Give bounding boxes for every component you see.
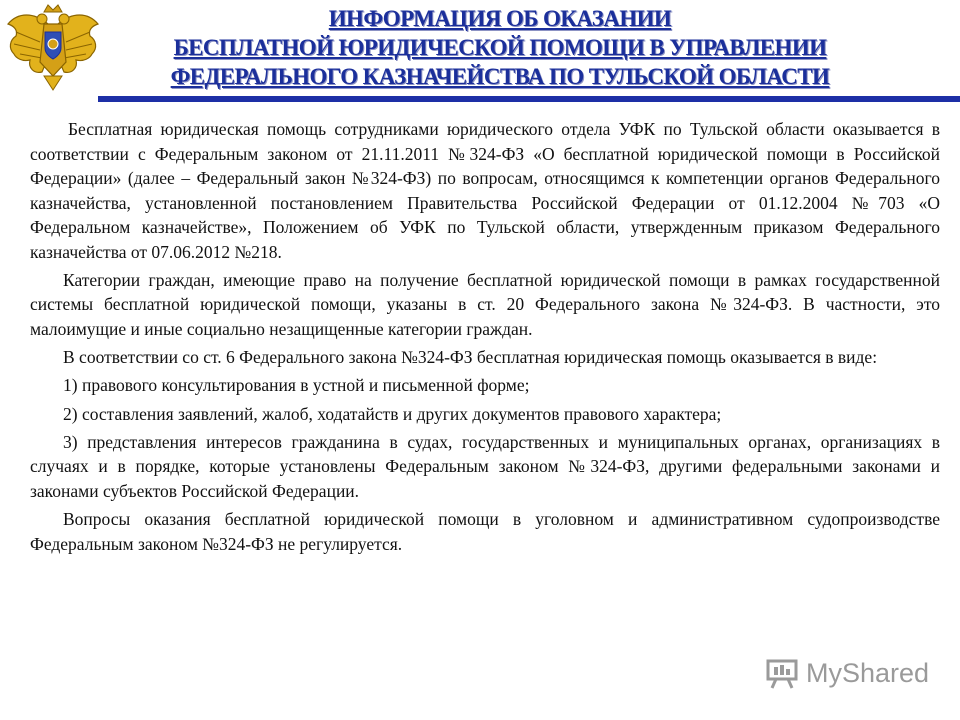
double-headed-eagle-emblem-icon bbox=[4, 2, 102, 98]
document-body bbox=[30, 117, 940, 560]
title-line-3: ФЕДЕРАЛЬНОГО КАЗНАЧЕЙСТВА ПО ТУЛЬСКОЙ ОБЛАСТИ bbox=[170, 64, 830, 89]
presentation-board-icon bbox=[766, 659, 800, 689]
paragraph-eligible-categories: Категории граждан, имеющие право на получение бесплатной юридической помощи в рамках государственной системы бесплатной юридической помощи, указаны в ст. 20 Федерального закона №324-ФЗ. В частности, это малоимущие и иные социально незащищенные категории граждан. bbox=[30, 269, 940, 339]
list-item-documents: 2) составления заявлений, жалоб, ходатайств и других документов правового характера; bbox=[63, 403, 722, 424]
title-line-2: БЕСПЛАТНОЙ ЮРИДИЧЕСКОЙ ПОМОЩИ В УПРАВЛЕНИИ bbox=[173, 35, 827, 60]
page-title bbox=[110, 4, 890, 91]
paragraph-forms-intro: В соответствии со ст. 6 Федерального закона №324-ФЗ бесплатная юридическая помощь оказывается в виде: bbox=[63, 347, 878, 368]
paragraph-legal-basis: Бесплатная юридическая помощь сотрудниками юридического отдела УФК по Тульской области оказывается в соответствии с Федеральным законом от 21.11.2011 №324-ФЗ «О бесплатной юридической помощи в Российской Федерации» (далее – Федеральный закон №324-ФЗ) по вопросам, относящимся к компетенции органов Федерального казначейства, установленной постановлением Правительства Российской Федерации от 01.12.2004 №703 «О Федеральном казначействе», Положением об УФК по Тульской области, утвержденным приказом Федерального казначейства от 07.06.2012 №218. bbox=[30, 119, 940, 262]
list-item-consulting: 1) правового консультирования в устной и письменной форме; bbox=[63, 375, 530, 396]
title-line-1: ИНФОРМАЦИЯ ОБ ОКАЗАНИИ bbox=[328, 6, 672, 31]
watermark-text: MyShared bbox=[806, 658, 930, 688]
list-item-representation: 3) представления интересов гражданина в судах, государственных и муниципальных органах, организациях в случаях и в порядке, которые установлены Федеральным законом №324-ФЗ, другими федеральными законами и законами субъектов Российской Федерации. bbox=[30, 431, 940, 501]
watermark bbox=[766, 656, 930, 690]
paragraph-exclusions: Вопросы оказания бесплатной юридической помощи в уголовном и административном судопроизводстве Федеральным законом №324-ФЗ не регулируется. bbox=[30, 509, 940, 554]
header-divider bbox=[98, 96, 960, 102]
